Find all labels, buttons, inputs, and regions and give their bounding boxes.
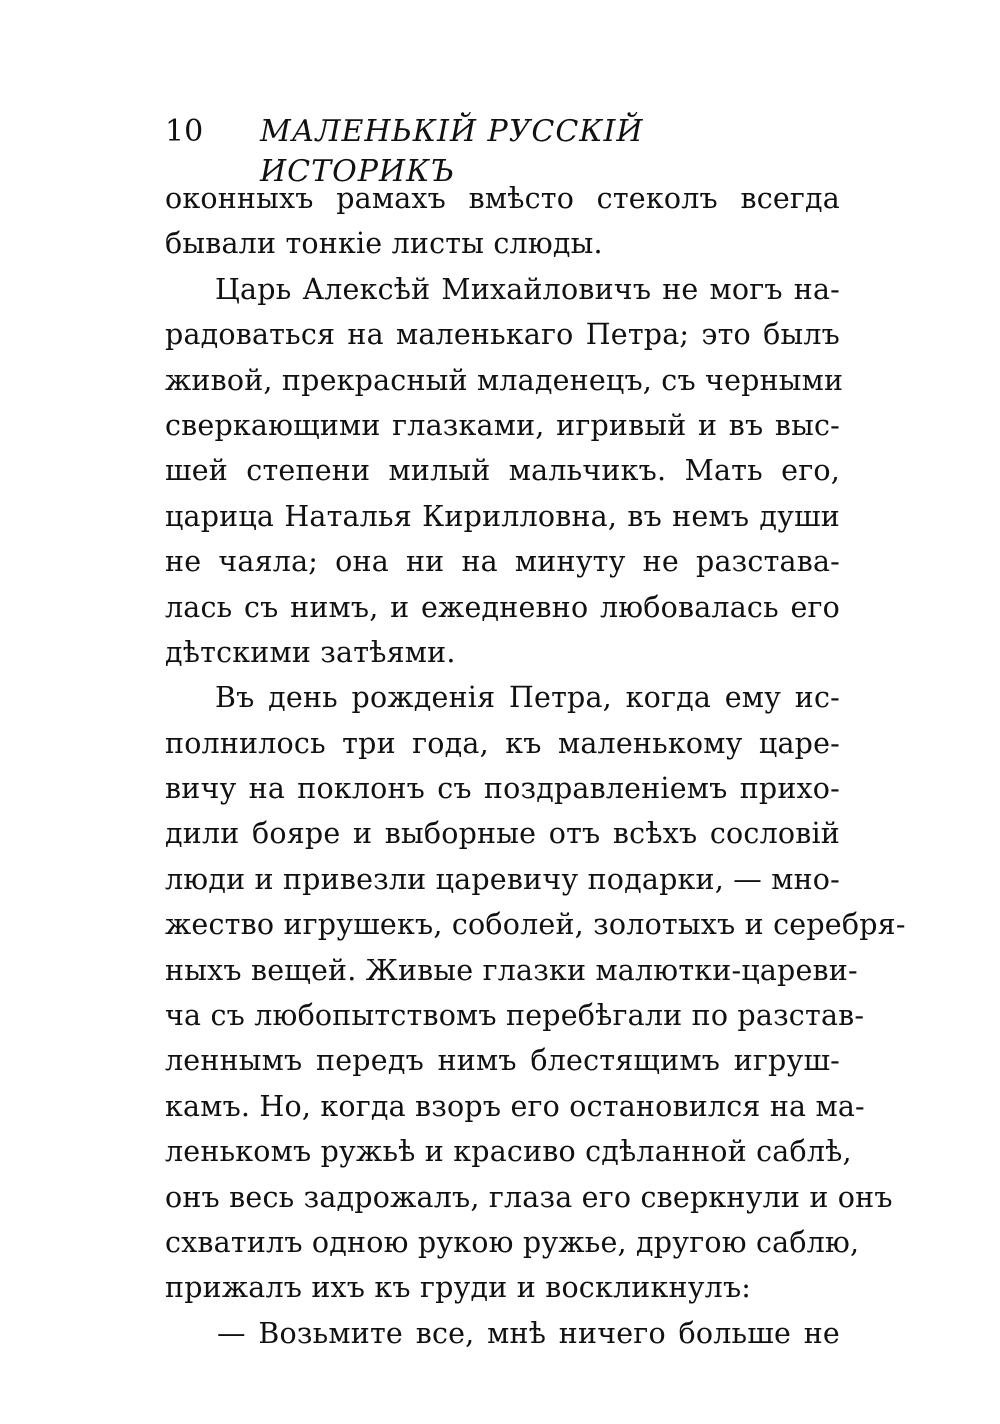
text-line: дѣтскими затѣями. — [165, 635, 456, 669]
text-line: дили бояре и выборные отъ всѣхъ сословій — [165, 817, 840, 851]
text-line: сверкающими глазками, игривый и въ выс- — [165, 408, 840, 442]
text-line: люди и привезли царевичу подарки, — мно- — [165, 862, 840, 896]
text-line: леннымъ передъ нимъ блестящимъ игруш- — [165, 1044, 840, 1078]
text-line: радоваться на маленькаго Петра; это былъ — [165, 318, 840, 352]
text-line: камъ. Но, когда взоръ его остановился на ма- — [165, 1089, 865, 1123]
text-line: — Возьмите все, мнѣ ничего больше не — [217, 1316, 840, 1350]
text-line: не чаяла; она ни на минуту не разстава- — [165, 545, 840, 579]
text-line: бывали тонкіе листы слюды. — [165, 227, 603, 261]
text-line: лась съ нимъ, и ежедневно любовалась его — [165, 590, 840, 624]
text-line: ленькомъ ружьѣ и красиво сдѣланной саблѣ, — [165, 1135, 852, 1169]
text-line: жество игрушекъ, соболей, золотыхъ и серебря- — [165, 908, 906, 942]
text-line: Царь Алексѣй Михайловичъ не могъ на- — [215, 272, 840, 306]
text-line: живой, прекрасный младенецъ, съ черными — [165, 363, 844, 397]
text-line: оконныхъ рамахъ вмѣсто стеколъ всегда — [165, 182, 840, 215]
running-title: МАЛЕНЬКІЙ РУССКІЙ ИСТОРИКЪ — [260, 114, 644, 189]
text-line: онъ весь задрожалъ, глаза его сверкнули и онъ — [165, 1180, 893, 1214]
page-number: 10 — [165, 114, 204, 149]
text-line: шей степени милый мальчикъ. Мать его, — [165, 454, 840, 488]
text-line: прижалъ ихъ къ груди и воскликнулъ: — [165, 1271, 752, 1305]
text-line: Въ день рожденія Петра, когда ему ис- — [215, 681, 840, 715]
page-header — [165, 112, 845, 189]
text-line: схватилъ одною рукою ружье, другою саблю, — [165, 1225, 860, 1259]
body-text — [165, 176, 906, 1356]
text-line: вичу на поклонъ съ поздравленіемъ прихо- — [165, 772, 840, 806]
text-line: ча съ любопытствомъ перебѣгали по разстав- — [165, 999, 865, 1033]
text-line: царица Наталья Кирилловна, въ немъ души — [165, 499, 840, 533]
text-line: полнилось три года, къ маленькому царе- — [165, 726, 840, 760]
text-line: ныхъ вещей. Живые глазки малютки-цареви- — [165, 953, 858, 987]
